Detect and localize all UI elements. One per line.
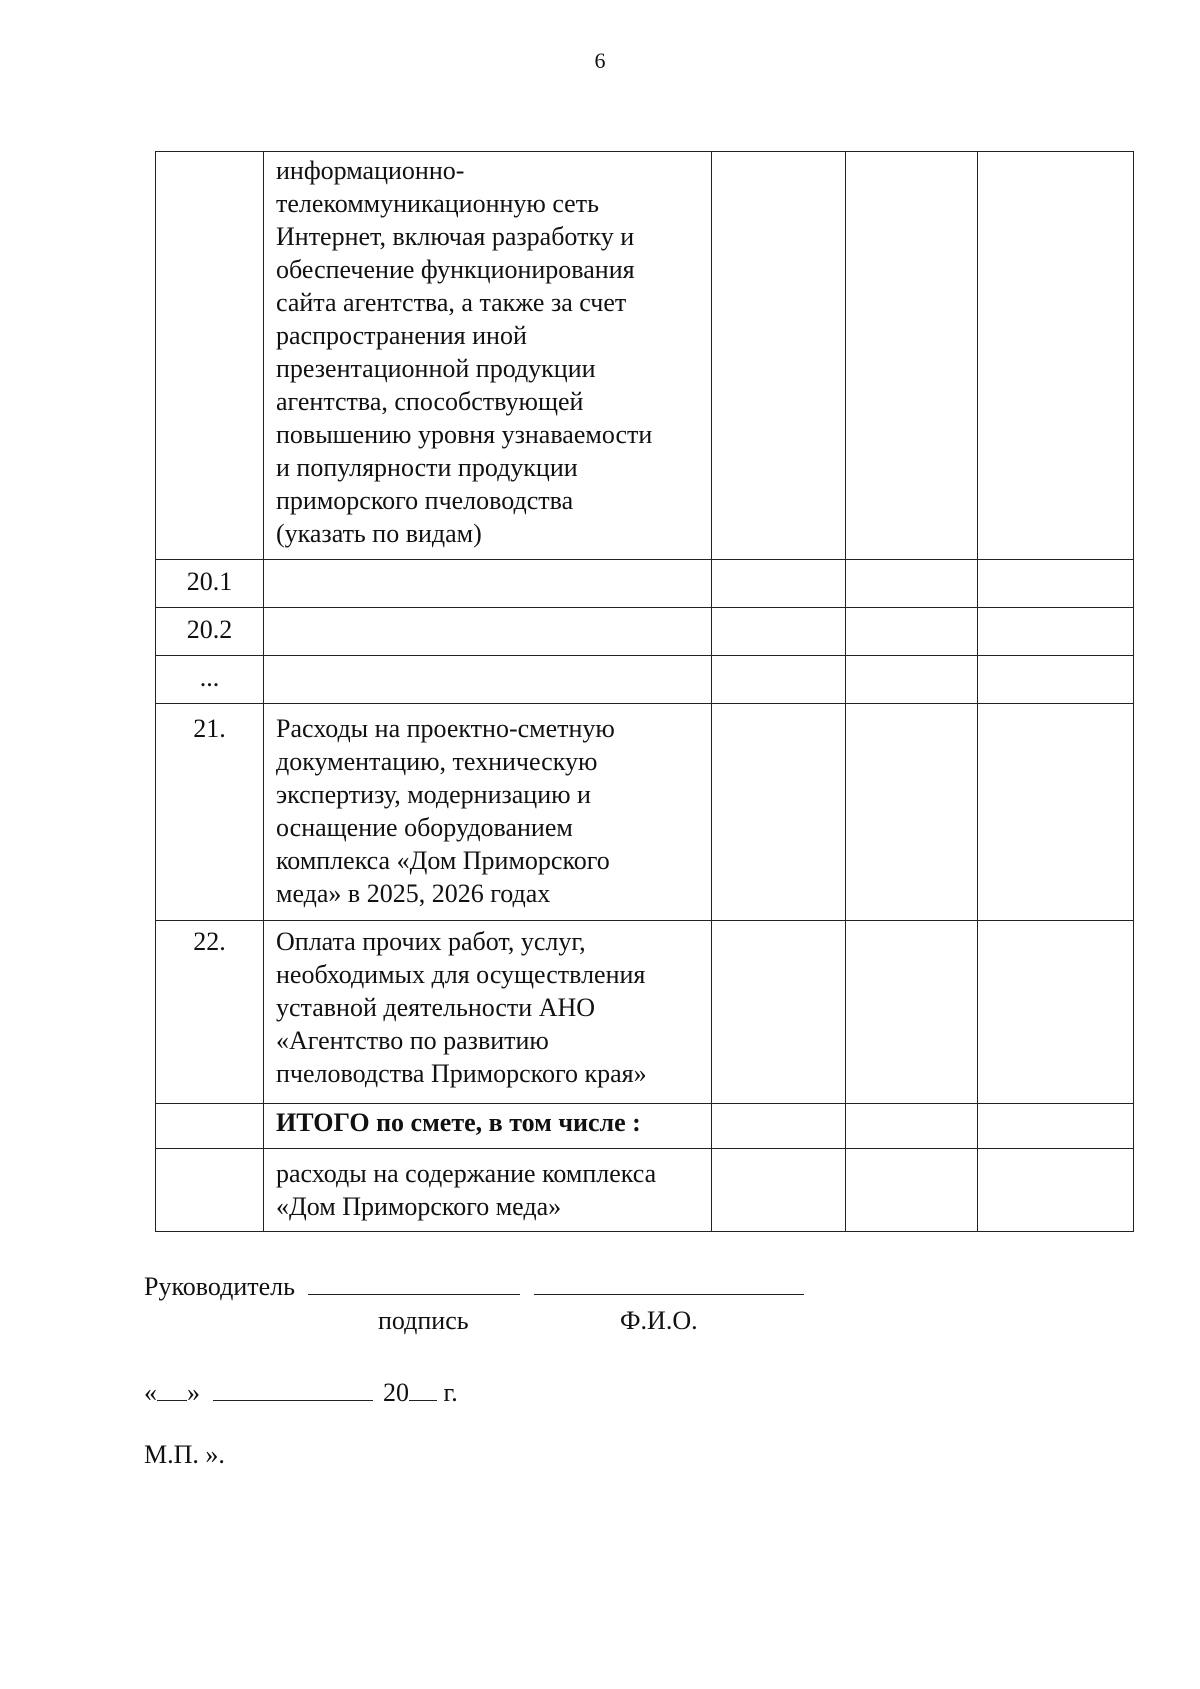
description-line: и популярности продукции [276, 453, 578, 482]
empty-cell [712, 1104, 846, 1149]
empty-cell [846, 608, 978, 656]
description-line: комплекса «Дом Приморского [276, 846, 610, 875]
empty-cell [846, 152, 978, 560]
description-line: приморского пчеловодства [276, 486, 574, 515]
stamp-mark: М.П. ». [144, 1440, 225, 1469]
signature-blank [308, 1268, 520, 1295]
empty-cell [846, 1149, 978, 1232]
month-blank [213, 1374, 373, 1401]
description-line: презентационной продукции [276, 354, 596, 383]
empty-cell [712, 152, 846, 560]
description-line: расходы на содержание комплекса [276, 1159, 657, 1188]
description-line: экспертизу, модернизацию и [276, 780, 591, 809]
empty-cell [978, 704, 1134, 921]
description-line: телекоммуникационную сеть [276, 189, 599, 218]
row-number-cell [156, 152, 264, 560]
year-prefix: 20 [383, 1378, 409, 1407]
empty-cell [846, 921, 978, 1104]
empty-cell [712, 1149, 846, 1232]
empty-cell [978, 921, 1134, 1104]
description-line: оснащение оборудованием [276, 813, 573, 842]
table-row [156, 656, 1134, 704]
description-line: Расходы на проектно-сметную [276, 714, 615, 743]
row-number-cell: 20.2 [156, 608, 264, 656]
description-line: агентства, способствующей [276, 387, 584, 416]
description-line: уставной деятельности АНО [276, 993, 596, 1022]
name-caption: Ф.И.О. [620, 1306, 698, 1335]
description-line: Интернет, включая разработку и [276, 222, 635, 251]
year-suffix: г. [443, 1378, 458, 1407]
empty-cell [978, 1104, 1134, 1149]
empty-cell [712, 656, 846, 704]
signature-label: Руководитель [144, 1272, 295, 1301]
date-open-quote: « [144, 1378, 157, 1407]
description-line: обеспечение функционирования [276, 255, 635, 284]
name-blank [534, 1268, 804, 1295]
date-line [144, 1374, 458, 1408]
description-line: пчеловодства Приморского края» [276, 1059, 647, 1088]
empty-cell [264, 608, 712, 656]
description-line: Оплата прочих работ, услуг, [276, 927, 586, 956]
signature-caption: подпись [378, 1306, 469, 1335]
row-number-cell: 22. [156, 921, 264, 1104]
estimate-table [155, 151, 1134, 1232]
description-line: необходимых для осуществления [276, 960, 646, 989]
empty-cell [978, 656, 1134, 704]
table-row [156, 152, 1134, 560]
description-line: документацию, техническую [276, 747, 598, 776]
empty-cell [712, 921, 846, 1104]
total-label: ИТОГО по смете, в том числе : [276, 1108, 641, 1137]
description-line: «Дом Приморского меда» [276, 1192, 562, 1221]
row-number-cell [156, 1104, 264, 1149]
page-number: 6 [594, 48, 606, 73]
empty-cell [264, 560, 712, 608]
row-description-cell [264, 921, 712, 1104]
table-row [156, 921, 1134, 1104]
empty-cell [712, 560, 846, 608]
empty-cell [712, 608, 846, 656]
table-row [156, 608, 1134, 656]
date-close-quote: » [187, 1378, 200, 1407]
empty-cell [712, 704, 846, 921]
row-description-cell [264, 704, 712, 921]
description-line: (указать по видам) [276, 519, 482, 548]
description-line: информационно- [276, 156, 465, 185]
table-row [156, 560, 1134, 608]
empty-cell [978, 152, 1134, 560]
description-line: сайта агентства, а также за счет [276, 288, 627, 317]
description-line: распространения иной [276, 321, 527, 350]
empty-cell [846, 656, 978, 704]
table-row [156, 704, 1134, 921]
total-row [156, 1104, 1134, 1149]
row-description-cell [264, 1149, 712, 1232]
year-blank [409, 1374, 437, 1401]
row-number-cell: ... [156, 656, 264, 704]
description-line: повышению уровня узнаваемости [276, 420, 653, 449]
empty-cell [978, 608, 1134, 656]
empty-cell [846, 1104, 978, 1149]
empty-cell [978, 560, 1134, 608]
empty-cell [264, 656, 712, 704]
row-description-cell [264, 152, 712, 560]
description-line: меда» в 2025, 2026 годах [276, 879, 551, 908]
empty-cell [978, 1149, 1134, 1232]
empty-cell [846, 560, 978, 608]
description-line: «Агентство по развитию [276, 1026, 549, 1055]
row-number-cell: 20.1 [156, 560, 264, 608]
row-number-cell [156, 1149, 264, 1232]
row-number-cell: 21. [156, 704, 264, 921]
table-row [156, 1149, 1134, 1232]
empty-cell [846, 704, 978, 921]
total-label-cell [264, 1104, 712, 1149]
day-blank [157, 1374, 187, 1401]
signature-line [144, 1268, 804, 1302]
